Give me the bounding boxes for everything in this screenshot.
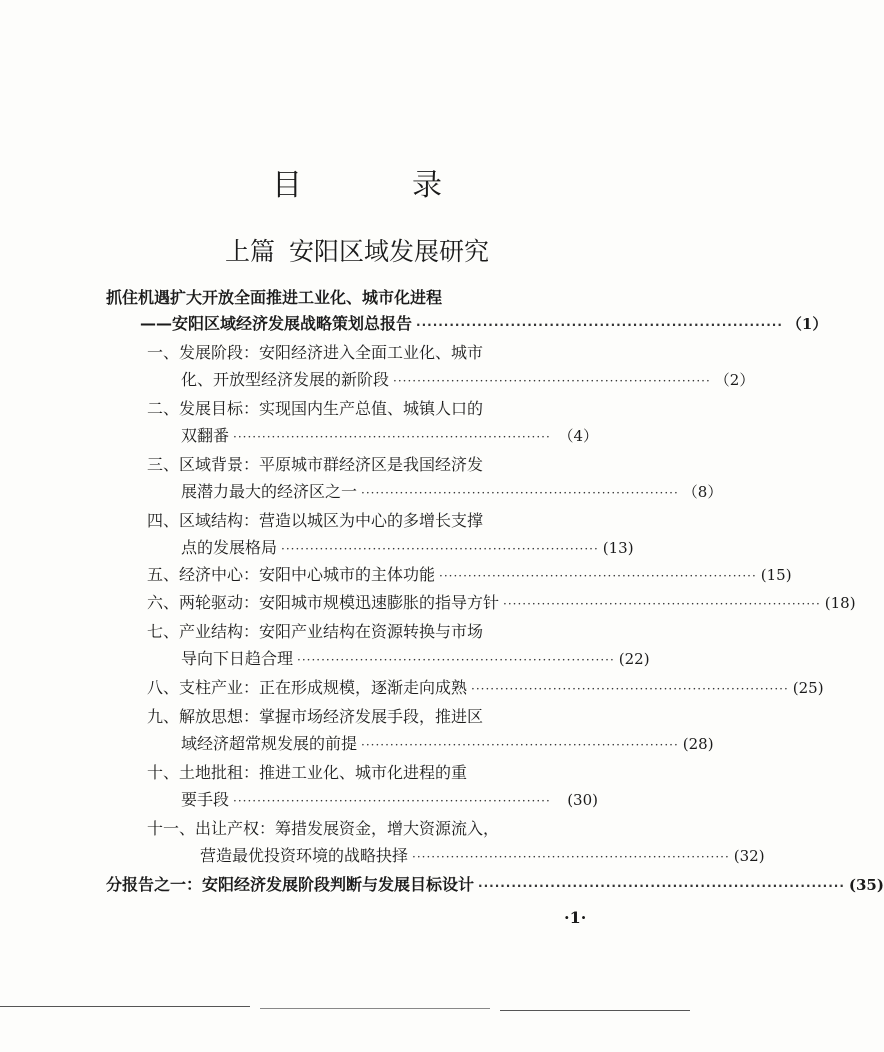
page-ref: （2） — [714, 371, 755, 389]
toc-entry-line: 三、区域背景：平原城市群经济区是我国经济发 — [147, 455, 484, 474]
leader-dots: ·································································· — [233, 430, 551, 444]
part-prefix: 上篇 — [224, 237, 275, 266]
page-ref: (32) — [733, 847, 765, 865]
toc-entry[interactable] — [181, 423, 598, 449]
toc-entry-text: 导向下日趋合理 — [181, 649, 294, 668]
page-ref: (13) — [602, 539, 634, 557]
page-ref: (22) — [618, 650, 650, 668]
leader-dots: ·································································· — [233, 794, 551, 808]
toc-entry-line: 二、发展目标：实现国内生产总值、城镇人口的 — [147, 399, 484, 418]
toc-entry-line: 一、发展阶段：安阳经济进入全面工业化、城市 — [147, 343, 484, 362]
main-report-subtitle: ——安阳区域经济发展战略策划总报告 — [140, 314, 413, 333]
toc-entry[interactable] — [147, 675, 824, 701]
toc-entry-text: 要手段 — [181, 790, 230, 809]
page-ref: (28) — [682, 735, 714, 753]
page-ref: (25) — [792, 679, 824, 697]
scan-edge-line — [260, 1008, 490, 1009]
toc-entry-text: 双翻番 — [181, 426, 230, 445]
toc-entry-text: 五、经济中心：安阳中心城市的主体功能 — [147, 565, 436, 584]
page-ref: （1） — [786, 315, 828, 333]
leader-dots: ·································································· — [416, 318, 783, 332]
page-ref: (15) — [760, 566, 792, 584]
leader-dots: ·································································· — [471, 682, 789, 696]
leader-dots: ·································································· — [412, 850, 730, 864]
page-ref: (35) — [848, 876, 884, 894]
sub-report-title: 分报告之一：安阳经济发展阶段判断与发展目标设计 — [106, 875, 475, 894]
toc-entry[interactable] — [200, 843, 765, 869]
toc-entry[interactable] — [181, 787, 598, 813]
page-ref: （4） — [558, 427, 598, 445]
toc-entry-text: 展潜力最大的经济区之一 — [181, 482, 358, 501]
toc-entry-text: 化、开放型经济发展的新阶段 — [181, 370, 390, 389]
page-ref: (18) — [824, 594, 856, 612]
leader-dots: ·································································· — [478, 879, 845, 893]
toc-entry-text: 八、支柱产业：正在形成规模，逐渐走向成熟 — [147, 678, 468, 697]
leader-dots: ·································································· — [281, 542, 599, 556]
toc-entry-line: 七、产业结构：安阳产业结构在资源转换与市场 — [147, 622, 484, 641]
toc-entry-text: 点的发展格局 — [181, 538, 278, 557]
leader-dots: ·································································· — [503, 597, 821, 611]
leader-dots: ·································································· — [393, 374, 711, 388]
scan-edge-line — [500, 1010, 690, 1011]
scan-edge-line — [0, 1006, 250, 1007]
toc-entry-text: 域经济超常规发展的前提 — [181, 734, 358, 753]
page-ref: （8） — [682, 483, 723, 501]
toc-entry-main[interactable] — [140, 311, 828, 337]
toc-entry[interactable] — [181, 646, 650, 672]
toc-entry[interactable] — [181, 367, 755, 393]
page-title: 目 录 — [272, 168, 482, 203]
leader-dots: ·································································· — [361, 486, 679, 500]
toc-entry[interactable] — [147, 590, 856, 616]
leader-dots: ·································································· — [439, 569, 757, 583]
toc-entry-sub-report[interactable] — [106, 872, 884, 898]
toc-entry[interactable] — [181, 731, 714, 757]
part-name: 安阳区域发展研究 — [289, 237, 490, 266]
toc-entry[interactable] — [181, 535, 634, 561]
page-ref: (30) — [567, 791, 598, 809]
toc-entry-text: 六、两轮驱动：安阳城市规模迅速膨胀的指导方针 — [147, 593, 500, 612]
page-number: ·1· — [564, 908, 587, 927]
toc-entry[interactable] — [147, 562, 792, 588]
toc-entry[interactable] — [181, 479, 723, 505]
part-title — [0, 232, 714, 268]
leader-dots: ·································································· — [297, 653, 615, 667]
toc-entry-line: 九、解放思想：掌握市场经济发展手段，推进区 — [147, 707, 484, 726]
toc-entry-line: 四、区域结构：营造以城区为中心的多增长支撑 — [147, 511, 484, 530]
main-report-title: 抓住机遇扩大开放全面推进工业化、城市化进程 — [106, 288, 443, 307]
toc-entry-text: 营造最优投资环境的战略抉择 — [200, 846, 409, 865]
leader-dots: ·································································· — [361, 738, 679, 752]
toc-entry-line: 十一、出让产权：筹措发展资金，增大资源流入， — [147, 819, 500, 838]
toc-entry-line: 十、土地批租：推进工业化、城市化进程的重 — [147, 763, 468, 782]
